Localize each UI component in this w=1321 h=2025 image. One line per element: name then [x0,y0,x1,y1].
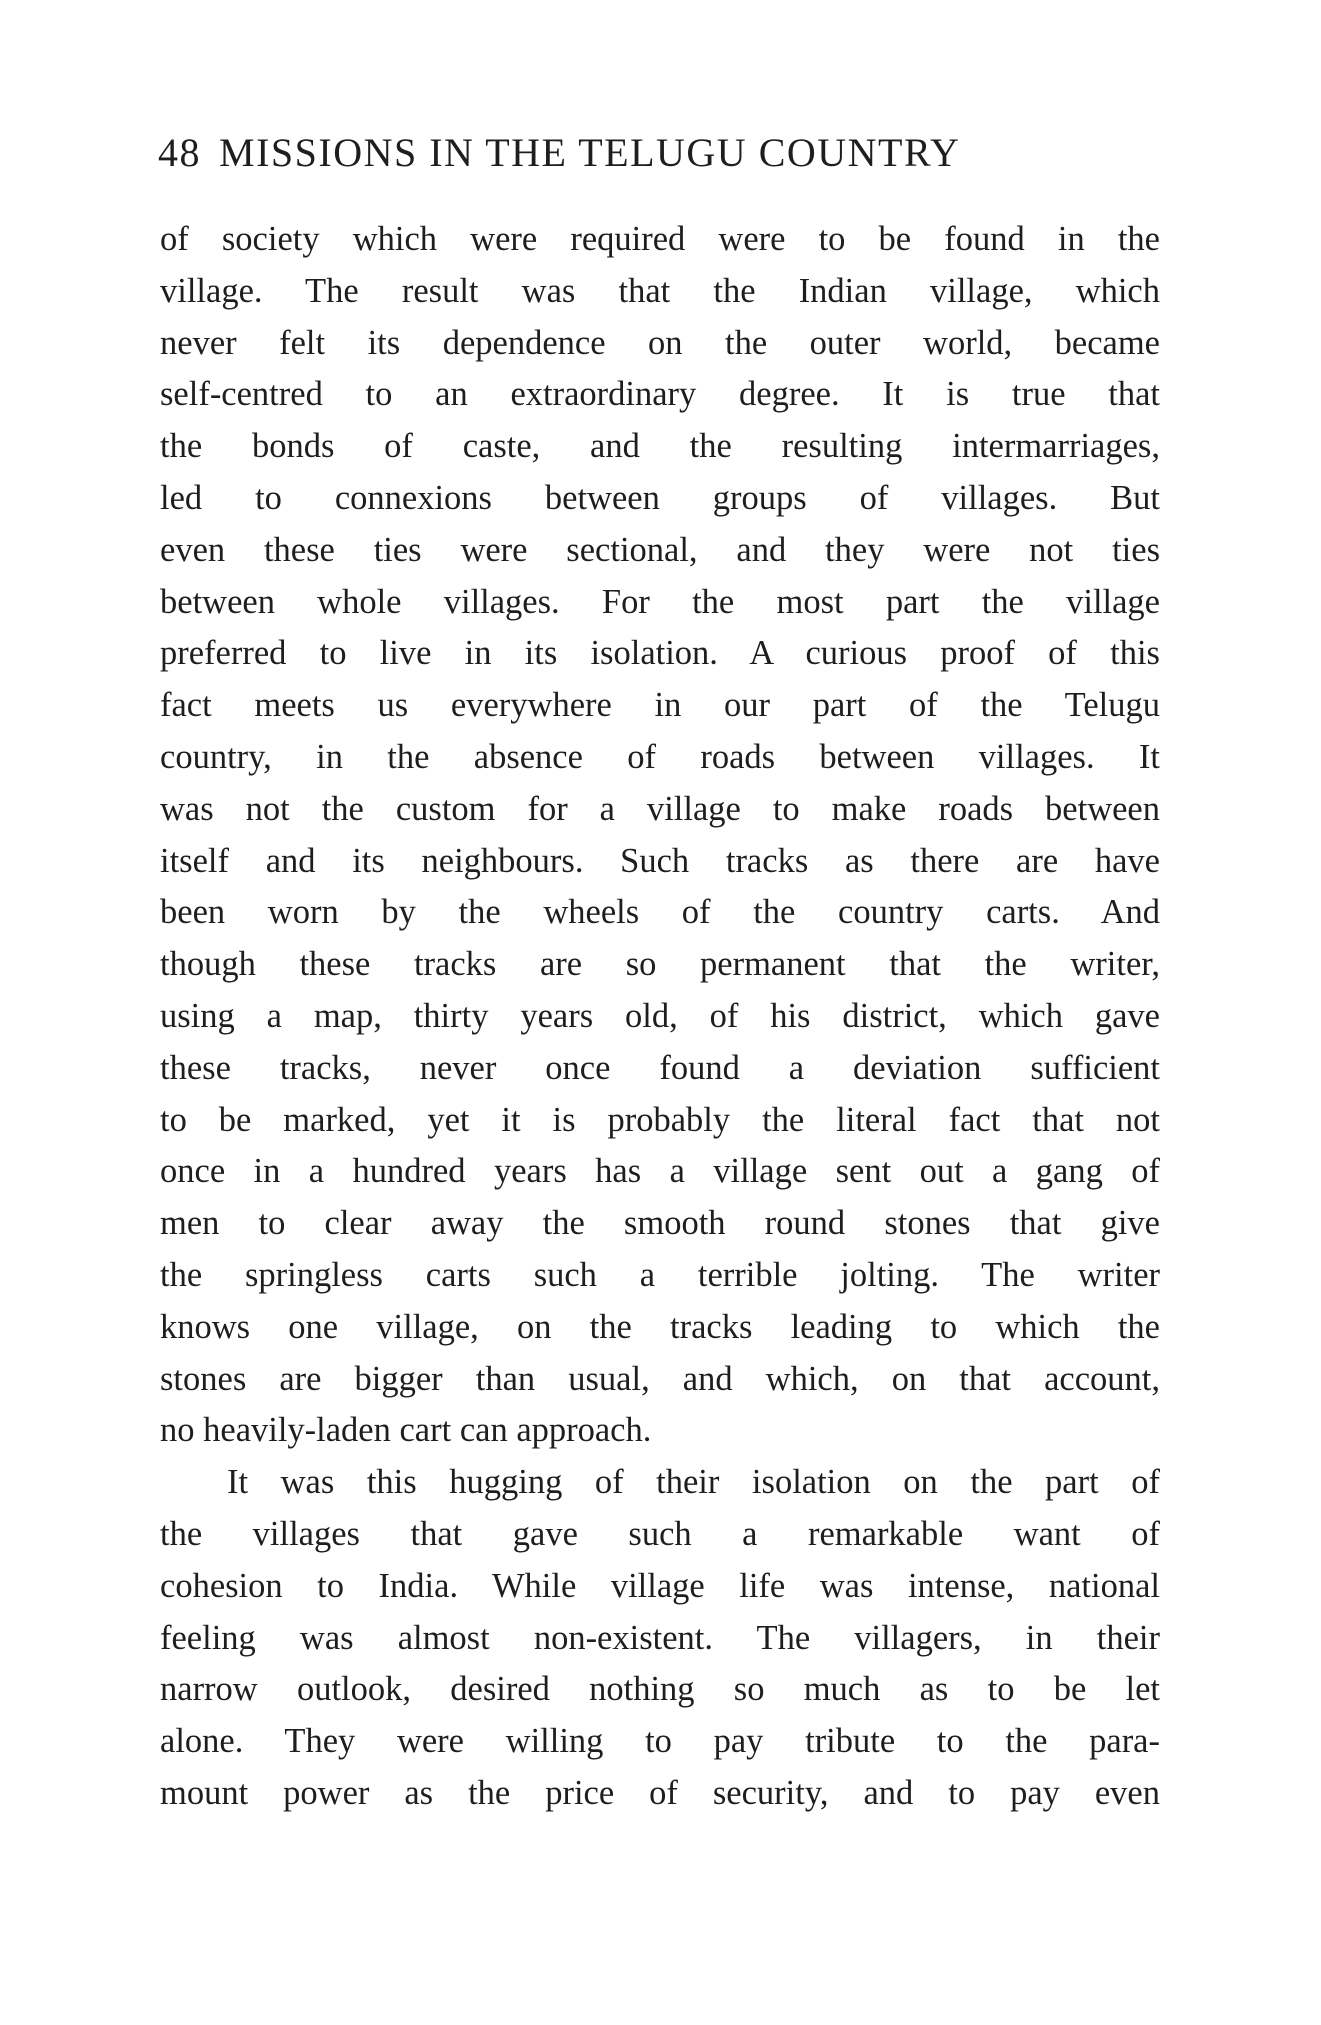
text-line: country, in the absence of roads between villages. It [160,737,1160,776]
text-line: preferred to live in its isolation. A curious proof of this [160,634,1160,673]
text-line: stones are bigger than usual, and which, on that account, [160,1359,1160,1398]
text-line: the villages that gave such a remarkable want of [160,1514,1160,1553]
text-line: between whole villages. For the most part the village [160,582,1160,621]
text-line: self-centred to an extraordinary degree. It is true that [160,375,1160,414]
text-line: using a map, thirty years old, of his district, which gave [160,996,1160,1035]
paragraph-2 [160,1457,1160,1820]
text-line: to be marked, yet it is probably the literal fact that not [160,1100,1160,1139]
text-line: knows one village, on the tracks leading to which the [160,1307,1160,1346]
text-line: been worn by the wheels of the country carts. And [160,893,1160,932]
text-line: feeling was almost non-existent. The villagers, in their [160,1618,1160,1657]
text-line: was not the custom for a village to make roads between [160,789,1160,828]
text-line: these tracks, never once found a deviation sufficient [160,1048,1160,1087]
text-line: even these ties were sectional, and they were not ties [160,530,1160,569]
text-line: fact meets us everywhere in our part of the Telugu [160,686,1160,725]
text-line: alone. They were willing to pay tribute to the para- [160,1722,1160,1761]
text-line: though these tracks are so permanent that the writer, [160,945,1160,984]
text-line: It was this hugging of their isolation on the part of [227,1463,1160,1502]
text-line: itself and its neighbours. Such tracks as there are have [160,841,1160,880]
text-line: of society which were required were to be found in the [160,220,1160,258]
text-line: mount power as the price of security, and to pay even [160,1773,1160,1812]
page-number: 48 [158,130,201,175]
text-line: cohesion to India. While village life was intense, national [160,1566,1160,1605]
text-line: men to clear away the smooth round stones that give [160,1204,1160,1243]
text-line: never felt its dependence on the outer world, became [160,323,1160,362]
running-head [158,128,1158,178]
running-title: MISSIONS IN THE TELUGU COUNTRY [219,130,961,175]
text-line: no heavily-laden cart can approach. [160,1411,652,1450]
text-line: once in a hundred years has a village sent out a gang of [160,1152,1160,1191]
text-line: led to connexions between groups of villages. But [160,478,1160,517]
text-line: village. The result was that the Indian village, which [160,271,1160,310]
text-line: the bonds of caste, and the resulting intermarriages, [160,427,1160,466]
body-text [160,214,1160,1820]
paragraph-1 [160,214,1160,1457]
text-line: the springless carts such a terrible jolting. The writer [160,1255,1160,1294]
text-line: narrow outlook, desired nothing so much as to be let [160,1670,1160,1709]
